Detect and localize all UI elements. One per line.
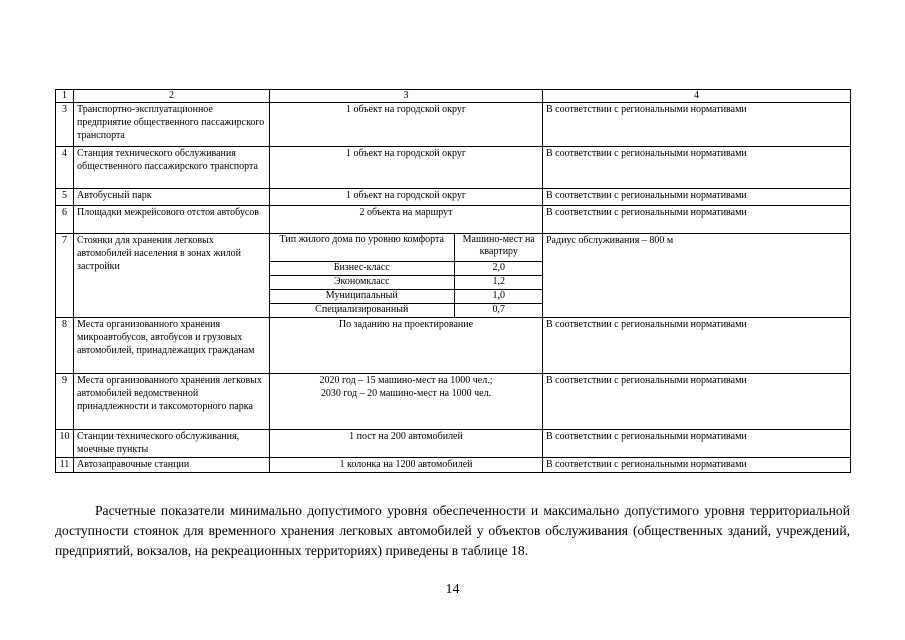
parking-ratio-row xyxy=(270,275,543,289)
accessibility-norm: В соответствии с региональными нормативами xyxy=(543,147,851,189)
spaces-value: 2,0 xyxy=(454,261,543,275)
accessibility-norm: В соответствии с региональными нормативами xyxy=(543,103,851,147)
accessibility-norm: В соответствии с региональными нормативами xyxy=(543,189,851,206)
object-name: Транспортно-эксплуатационное предприятие общественного пассажирского транспорта xyxy=(74,103,270,147)
housing-type-header: Тип жилого дома по уровню комфорта xyxy=(270,234,454,261)
accessibility-norm: В соответствии с региональными нормативами xyxy=(543,206,851,234)
table-row xyxy=(56,458,851,473)
spaces-per-apartment-header: Машино-мест на квартиру xyxy=(454,234,543,261)
housing-type: Экономкласс xyxy=(270,275,454,289)
body-paragraph: Расчетные показатели минимально допустимого уровня обеспеченности и максимально допустимого уровня территориальной доступности стоянок для временного хранения легковых автомобилей у объектов обслуживания (общественных зданий, учреждений, предприятий, вокзалов, на рекреационных территориях) приведены в таблице 18. xyxy=(55,502,850,558)
table-row xyxy=(56,318,851,374)
header-cell-2: 2 xyxy=(74,90,270,103)
accessibility-norm: В соответствии с региональными нормативами xyxy=(543,318,851,374)
accessibility-norm: Радиус обслуживания – 800 м xyxy=(543,234,851,318)
table-row xyxy=(56,189,851,206)
accessibility-norm: В соответствии с региональными нормативами xyxy=(543,430,851,458)
row-number: 8 xyxy=(56,318,74,374)
object-name: Места организованного хранения легковых автомобилей ведомственной принадлежности и таксомоторного парка xyxy=(74,374,270,430)
row-number: 6 xyxy=(56,206,74,234)
provision-norm: 2 объекта на маршрут xyxy=(270,206,543,234)
header-cell-3: 3 xyxy=(270,90,543,103)
standards-table xyxy=(55,89,851,473)
row-number: 7 xyxy=(56,234,74,318)
provision-norm: 1 объект на городской округ xyxy=(270,103,543,147)
table-row xyxy=(56,234,851,318)
page-number: 14 xyxy=(445,582,460,597)
table-row xyxy=(56,103,851,147)
provision-norm-2030: 2030 год – 20 машино-мест на 1000 чел. xyxy=(320,388,492,399)
table-row xyxy=(56,206,851,234)
accessibility-norm: В соответствии с региональными нормативами xyxy=(543,458,851,473)
row-number: 4 xyxy=(56,147,74,189)
parking-ratio-row xyxy=(270,261,543,275)
object-name: Места организованного хранения микроавтобусов, автобусов и грузовых автомобилей, принадлежащих гражданам xyxy=(74,318,270,374)
parking-ratio-table xyxy=(270,234,543,317)
object-name: Площадки межрейсового отстоя автобусов xyxy=(74,206,270,234)
spaces-value: 1,0 xyxy=(454,289,543,303)
provision-norm: 1 пост на 200 автомобилей xyxy=(270,430,543,458)
table-row xyxy=(56,147,851,189)
object-name: Станция технического обслуживания общественного пассажирского транспорта xyxy=(74,147,270,189)
provision-norm: 1 объект на городской округ xyxy=(270,189,543,206)
row-number: 5 xyxy=(56,189,74,206)
spaces-value: 1,2 xyxy=(454,275,543,289)
spaces-value: 0,7 xyxy=(454,303,543,317)
row-number: 3 xyxy=(56,103,74,147)
parking-ratio-row xyxy=(270,303,543,317)
row-number: 10 xyxy=(56,430,74,458)
row-number: 11 xyxy=(56,458,74,473)
parking-ratio-header xyxy=(270,234,543,261)
provision-norm: 1 колонка на 1200 автомобилей xyxy=(270,458,543,473)
object-name: Автозаправочные станции xyxy=(74,458,270,473)
provision-norm-2020: 2020 год – 15 машино-мест на 1000 чел.; xyxy=(319,375,493,386)
table-row xyxy=(56,374,851,430)
object-name: Автобусный парк xyxy=(74,189,270,206)
row-number: 9 xyxy=(56,374,74,430)
table-row xyxy=(56,430,851,458)
parking-ratio-row xyxy=(270,289,543,303)
provision-norm: По заданию на проектирование xyxy=(270,318,543,374)
housing-type: Муниципальный xyxy=(270,289,454,303)
provision-norm xyxy=(270,374,543,430)
parking-ratio-cell xyxy=(270,234,543,318)
header-cell-1: 1 xyxy=(56,90,74,103)
header-cell-4: 4 xyxy=(543,90,851,103)
table-header-row xyxy=(56,90,851,103)
housing-type: Специализированный xyxy=(270,303,454,317)
housing-type: Бизнес-класс xyxy=(270,261,454,275)
accessibility-norm: В соответствии с региональными нормативами xyxy=(543,374,851,430)
object-name: Станции технического обслуживания, моечные пункты xyxy=(74,430,270,458)
provision-norm: 1 объект на городской округ xyxy=(270,147,543,189)
object-name: Стоянки для хранения легковых автомобилей населения в зонах жилой застройки xyxy=(74,234,270,318)
